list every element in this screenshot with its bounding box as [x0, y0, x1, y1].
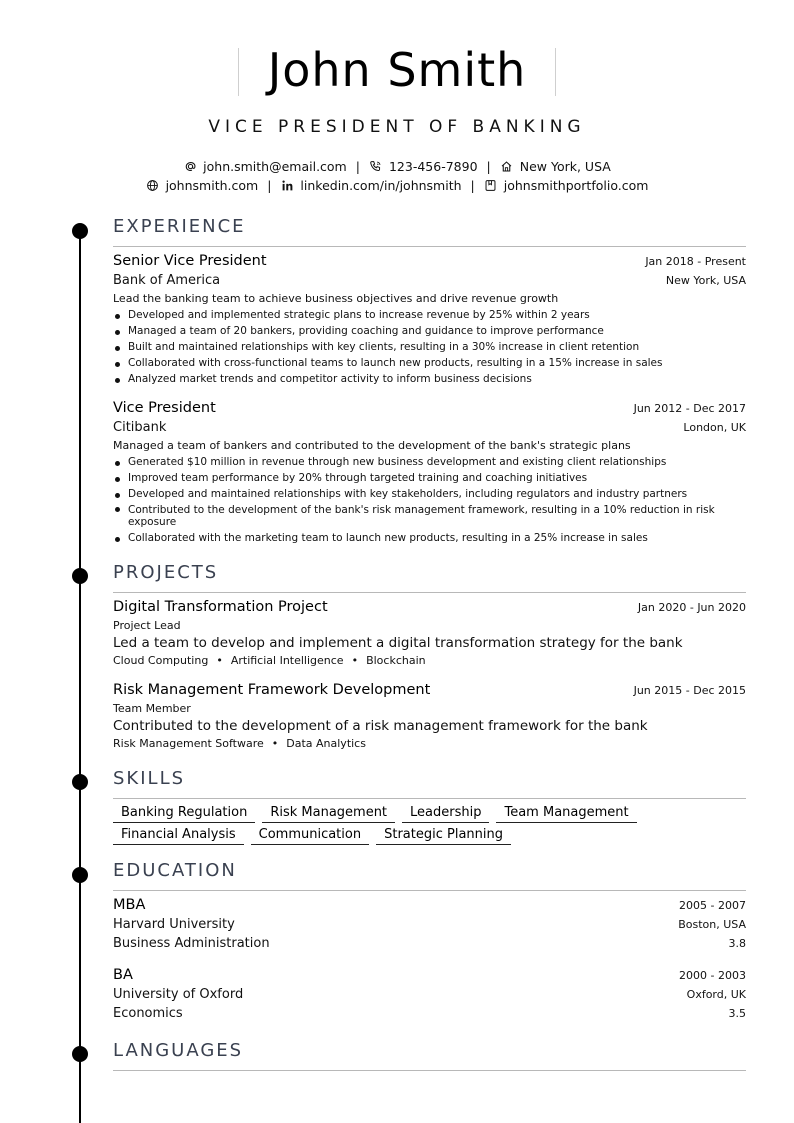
list-item: Generated $10 million in revenue through new business development and existing client relationships — [113, 454, 746, 470]
phone-text: 123-456-7890 — [388, 159, 478, 174]
skill-tag: Leadership — [402, 805, 489, 823]
project-header-row — [113, 682, 746, 698]
project-tags — [113, 737, 366, 750]
project-dates: Jun 2015 - Dec 2015 — [633, 684, 746, 697]
education-header-row — [113, 897, 746, 913]
project-tag: Data Analytics — [286, 737, 366, 750]
phone-icon — [369, 160, 383, 174]
linkedin-icon — [280, 179, 294, 193]
section-title-skills: SKILLS — [113, 768, 186, 789]
experience-header-row — [113, 253, 746, 269]
skill-tag: Banking Regulation — [113, 805, 255, 823]
contact-separator: | — [486, 159, 491, 174]
project-header-row — [113, 599, 746, 615]
contact-separator: | — [355, 159, 360, 174]
timeline-dot — [72, 867, 88, 883]
section-divider — [113, 246, 746, 247]
project-role: Team Member — [113, 702, 191, 715]
experience-header-row — [113, 400, 746, 416]
experience-role: Senior Vice President — [113, 253, 267, 269]
contact-separator: | — [470, 178, 475, 193]
location-contact — [500, 159, 611, 174]
name-header — [0, 40, 794, 100]
education-gpa: 3.8 — [728, 937, 746, 950]
list-item: Contributed to the development of the bank's risk management framework, resulting in a 10% reduction in risk exposure — [113, 502, 746, 530]
experience-company-row — [113, 420, 746, 435]
email-contact[interactable] — [183, 159, 347, 174]
list-item: Improved team performance by 20% through targeted training and coaching initiatives — [113, 470, 746, 486]
contact-separator: | — [267, 178, 272, 193]
section-title-languages: LANGUAGES — [113, 1040, 244, 1061]
education-field-row — [113, 1006, 746, 1021]
phone-contact[interactable] — [369, 159, 478, 174]
linkedin-text: linkedin.com/in/johnsmith — [300, 178, 462, 193]
project-role: Project Lead — [113, 619, 181, 632]
project-dates: Jan 2020 - Jun 2020 — [637, 601, 746, 614]
tag-separator: • — [271, 737, 279, 750]
portfolio-contact[interactable] — [484, 178, 649, 193]
project-tags — [113, 654, 426, 667]
experience-bullets — [113, 454, 746, 546]
project-tag: Blockchain — [366, 654, 426, 667]
education-field: Business Administration — [113, 936, 270, 951]
project-name: Digital Transformation Project — [113, 599, 328, 615]
at-sign-icon — [183, 160, 197, 174]
experience-summary: Lead the banking team to achieve business objectives and drive revenue growth — [113, 292, 559, 305]
section-title-education: EDUCATION — [113, 860, 237, 881]
list-item: Managed a team of 20 bankers, providing coaching and guidance to improve performance — [113, 323, 746, 339]
experience-dates: Jan 2018 - Present — [645, 255, 746, 268]
contact-row-1 — [0, 159, 794, 174]
website-text: johnsmith.com — [165, 178, 259, 193]
project-tag: Cloud Computing — [113, 654, 209, 667]
contact-row-2 — [0, 178, 794, 193]
skill-tag: Risk Management — [262, 805, 395, 823]
linkedin-contact[interactable] — [280, 178, 461, 193]
experience-bullets — [113, 307, 746, 387]
project-tag: Risk Management Software — [113, 737, 264, 750]
education-school-row — [113, 987, 746, 1002]
experience-company-row — [113, 273, 746, 288]
timeline-dot — [72, 568, 88, 584]
experience-company: Citibank — [113, 420, 167, 435]
timeline-dot — [72, 1046, 88, 1062]
experience-location: New York, USA — [665, 274, 746, 287]
tag-separator: • — [216, 654, 223, 667]
skills-list — [113, 805, 746, 849]
list-item: Developed and implemented strategic plans to increase revenue by 25% within 2 years — [113, 307, 746, 323]
email-text: john.smith@email.com — [203, 159, 347, 174]
education-gpa: 3.5 — [728, 1007, 746, 1020]
portfolio-icon — [484, 179, 498, 193]
project-tag: Artificial Intelligence — [230, 654, 344, 667]
section-divider — [113, 592, 746, 593]
education-location: Oxford, UK — [686, 988, 746, 1001]
website-contact[interactable] — [146, 178, 259, 193]
education-dates: 2005 - 2007 — [679, 899, 746, 912]
education-school: Harvard University — [113, 917, 235, 932]
experience-company: Bank of America — [113, 273, 221, 288]
globe-icon — [146, 179, 160, 193]
tag-separator: • — [351, 654, 359, 667]
education-school-row — [113, 917, 746, 932]
education-degree: MBA — [113, 897, 146, 913]
section-title-projects: PROJECTS — [113, 562, 219, 583]
project-description: Contributed to the development of a risk management framework for the bank — [113, 718, 648, 734]
portfolio-text: johnsmithportfolio.com — [503, 178, 649, 193]
job-title: VICE PRESIDENT OF BANKING — [208, 117, 586, 137]
project-name: Risk Management Framework Development — [113, 682, 431, 698]
list-item: Collaborated with cross-functional teams to launch new products, resulting in a 15% increase in sales — [113, 355, 746, 371]
skill-tag: Communication — [251, 827, 369, 845]
education-school: University of Oxford — [113, 987, 244, 1002]
experience-role: Vice President — [113, 400, 216, 416]
education-dates: 2000 - 2003 — [679, 969, 746, 982]
skill-tag: Team Management — [496, 805, 636, 823]
education-header-row — [113, 967, 746, 983]
education-field: Economics — [113, 1006, 183, 1021]
education-degree: BA — [113, 967, 133, 983]
location-text: New York, USA — [519, 159, 611, 174]
experience-dates: Jun 2012 - Dec 2017 — [633, 402, 746, 415]
timeline-dot — [72, 774, 88, 790]
skill-tag: Financial Analysis — [113, 827, 244, 845]
section-divider — [113, 798, 746, 799]
timeline-line — [79, 230, 81, 1123]
list-item: Collaborated with the marketing team to launch new products, resulting in a 25% increase in sales — [113, 530, 746, 546]
education-field-row — [113, 936, 746, 951]
candidate-name: John Smith — [267, 43, 527, 97]
skill-tag: Strategic Planning — [376, 827, 511, 845]
list-item: Developed and maintained relationships with key stakeholders, including regulators and industry partners — [113, 486, 746, 502]
list-item: Analyzed market trends and competitor activity to inform business decisions — [113, 371, 746, 387]
experience-location: London, UK — [683, 421, 746, 434]
home-icon — [500, 160, 514, 174]
list-item: Built and maintained relationships with key clients, resulting in a 30% increase in client retention — [113, 339, 746, 355]
experience-summary: Managed a team of bankers and contributed to the development of the bank's strategic plans — [113, 439, 631, 452]
section-divider — [113, 1070, 746, 1071]
timeline-dot — [72, 223, 88, 239]
section-divider — [113, 890, 746, 891]
section-title-experience: EXPERIENCE — [113, 216, 246, 237]
project-description: Led a team to develop and implement a digital transformation strategy for the bank — [113, 635, 683, 651]
education-location: Boston, USA — [678, 918, 746, 931]
name-frame — [238, 40, 557, 100]
